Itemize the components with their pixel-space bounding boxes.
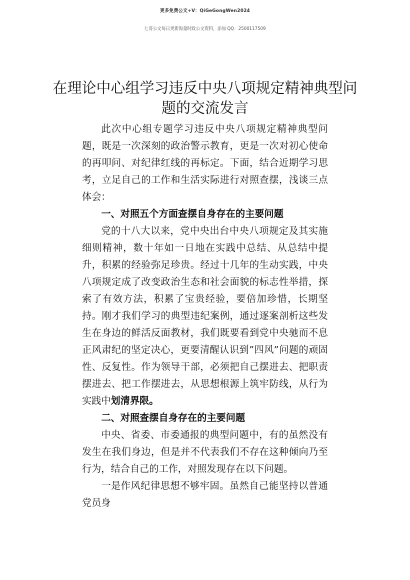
document-title: 在理论中心组学习违反中央八项规定精神典型问题的交流发言 xyxy=(52,81,358,117)
section-1-heading: 一、对照五个方面查摆自身存在的主要问题 xyxy=(101,209,284,220)
document-body xyxy=(82,121,328,512)
header-source-note: 七哥公文每日更新海量时政公文资料，添加 QQ：2500117509 xyxy=(144,27,266,32)
section-2-paragraph-1: 中央、省委、市委通报的典型问题中，有的虽然没有发生在我们身边，但是并不代表我们不存在这种倾向乃至行为，结合自己的工作，对照发现存在以下问题。 xyxy=(82,430,328,475)
header-download-link[interactable]: 更多免费公文+V：QiGeGongWen2024 xyxy=(159,9,251,14)
section-2-paragraph-2: 一是作风纪律思想不够牢固。虽然自己能坚持以普通党员身 xyxy=(82,481,328,509)
section-1-paragraph-text: 党的十八大以来，党中央出台中央八项规定及其实施细则精神，数十年如一日地在实践中总结、从总结中提升，积累的经验弥足珍贵。经过十几年的生动实践，中央八项规定成了改变政治生态和社会面貌的标志性举措，探索了有效方法，积累了宝贵经验，要倍加珍惜，长期坚持。刚才我们学习的典型违纪案例，通过逐案剖析这些发生在身边的鲜活反面教材，我们既要看到党中央驰而不息正风肃纪的坚定决心，更要清醒认识到”四风”问题的顽固性、反复性。作为领导干部，必须把自己摆进去、把职责摆进去、把工作摆进去，从思想根源上筑牢防线，从行为实践中 xyxy=(82,226,328,407)
section-1-paragraph xyxy=(82,223,328,410)
intro-paragraph: 此次中心组专题学习违反中央八项规定精神典型问题，既是一次深刻的政治警示教育，更是一次对初心使命的再叩问、对纪律红线的再标定。下面，结合近期学习思考，立足自己的工作和生活实际进行对照查摆，浅谈三点体会： xyxy=(82,124,328,203)
section-2-heading: 二、对照查摆自身存在的主要问题 xyxy=(101,413,246,424)
section-1-paragraph-emphasis: 划清界限。 xyxy=(110,396,159,407)
